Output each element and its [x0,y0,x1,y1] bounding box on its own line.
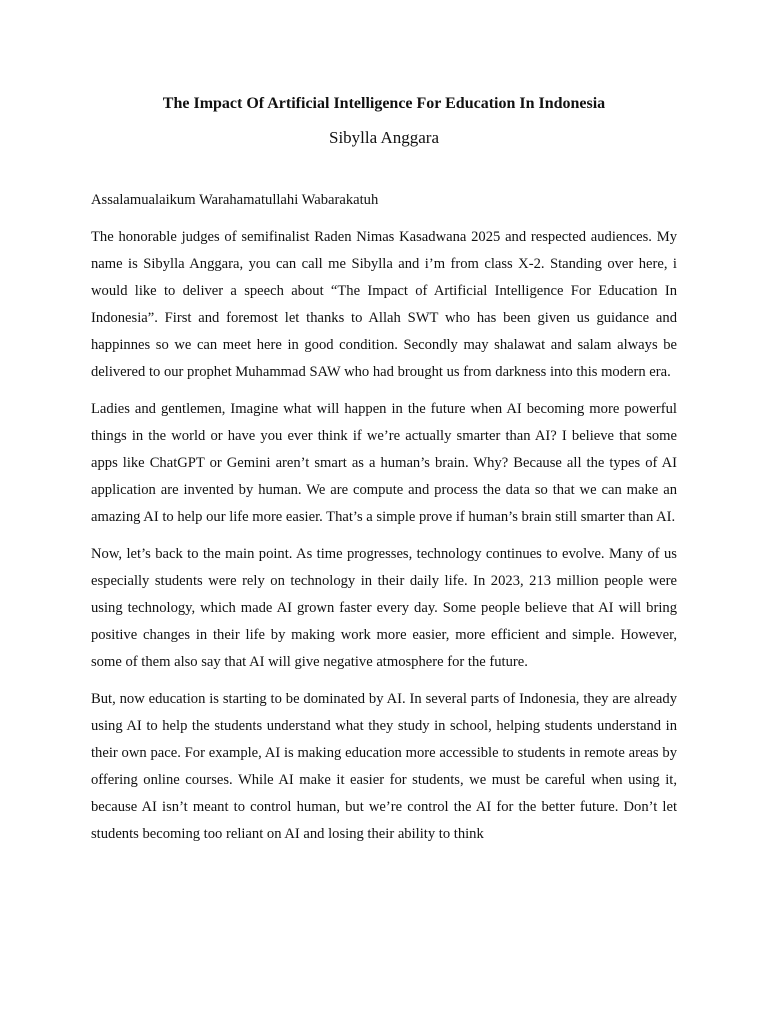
document-body [91,187,677,858]
paragraph-introduction: The honorable judges of semifinalist Raden Nimas Kasadwana 2025 and respected audiences. My name is Sibylla Anggara, you can call me Sibylla and i’m from class X-2. Standing over here, i would like to deliver a speech about “The Impact of Artificial Intelligence For Education In Indonesia”. First and foremost let thanks to Allah SWT who has been given us guidance and happinnes so we can meet here in good condition. Secondly may shalawat and salam always be delivered to our prophet Muhammad SAW who had brought us from darkness into this modern era. [91,229,677,380]
greeting-paragraph: Assalamualaikum Warahamatullahi Wabarakatuh [91,192,379,208]
document-author: Sibylla Anggara [328,128,439,147]
paragraph-ai-vs-human: Ladies and gentlemen, Imagine what will happen in the future when AI becoming more powerful things in the world or have you ever think if we’re actually smarter than AI? I believe that some apps like ChatGPT or Gemini aren’t smart as a human’s brain. Why? Because all the types of AI application are invented by human. We are compute and process the data so that we can make an amazing AI to help our life more easier. That’s a simple prove if human’s brain still smarter than AI. [91,401,677,525]
paragraph-technology-evolution: Now, let’s back to the main point. As time progresses, technology continues to evolve. Many of us especially students were rely on technology in their daily life. In 2023, 213 million people were using technology, which made AI grown faster every day. Some people believe that AI will bring positive changes in their life by making work more easier, more efficient and simple. However, some of them also say that AI will give negative atmosphere for the future. [91,546,677,670]
paragraph-education-ai: But, now education is starting to be dominated by AI. In several parts of Indonesia, they are already using AI to help the students understand what they study in school, helping students understand in their own pace. For example, AI is making education more accessible to students in remote areas by offering online courses. While AI make it easier for students, we must be careful when using it, because AI isn’t meant to control human, but we’re control the AI for the better future. Don’t let students becoming too reliant on AI and losing their ability to think [91,691,677,842]
document-title: The Impact Of Artificial Intelligence For Education In Indonesia [162,95,606,112]
